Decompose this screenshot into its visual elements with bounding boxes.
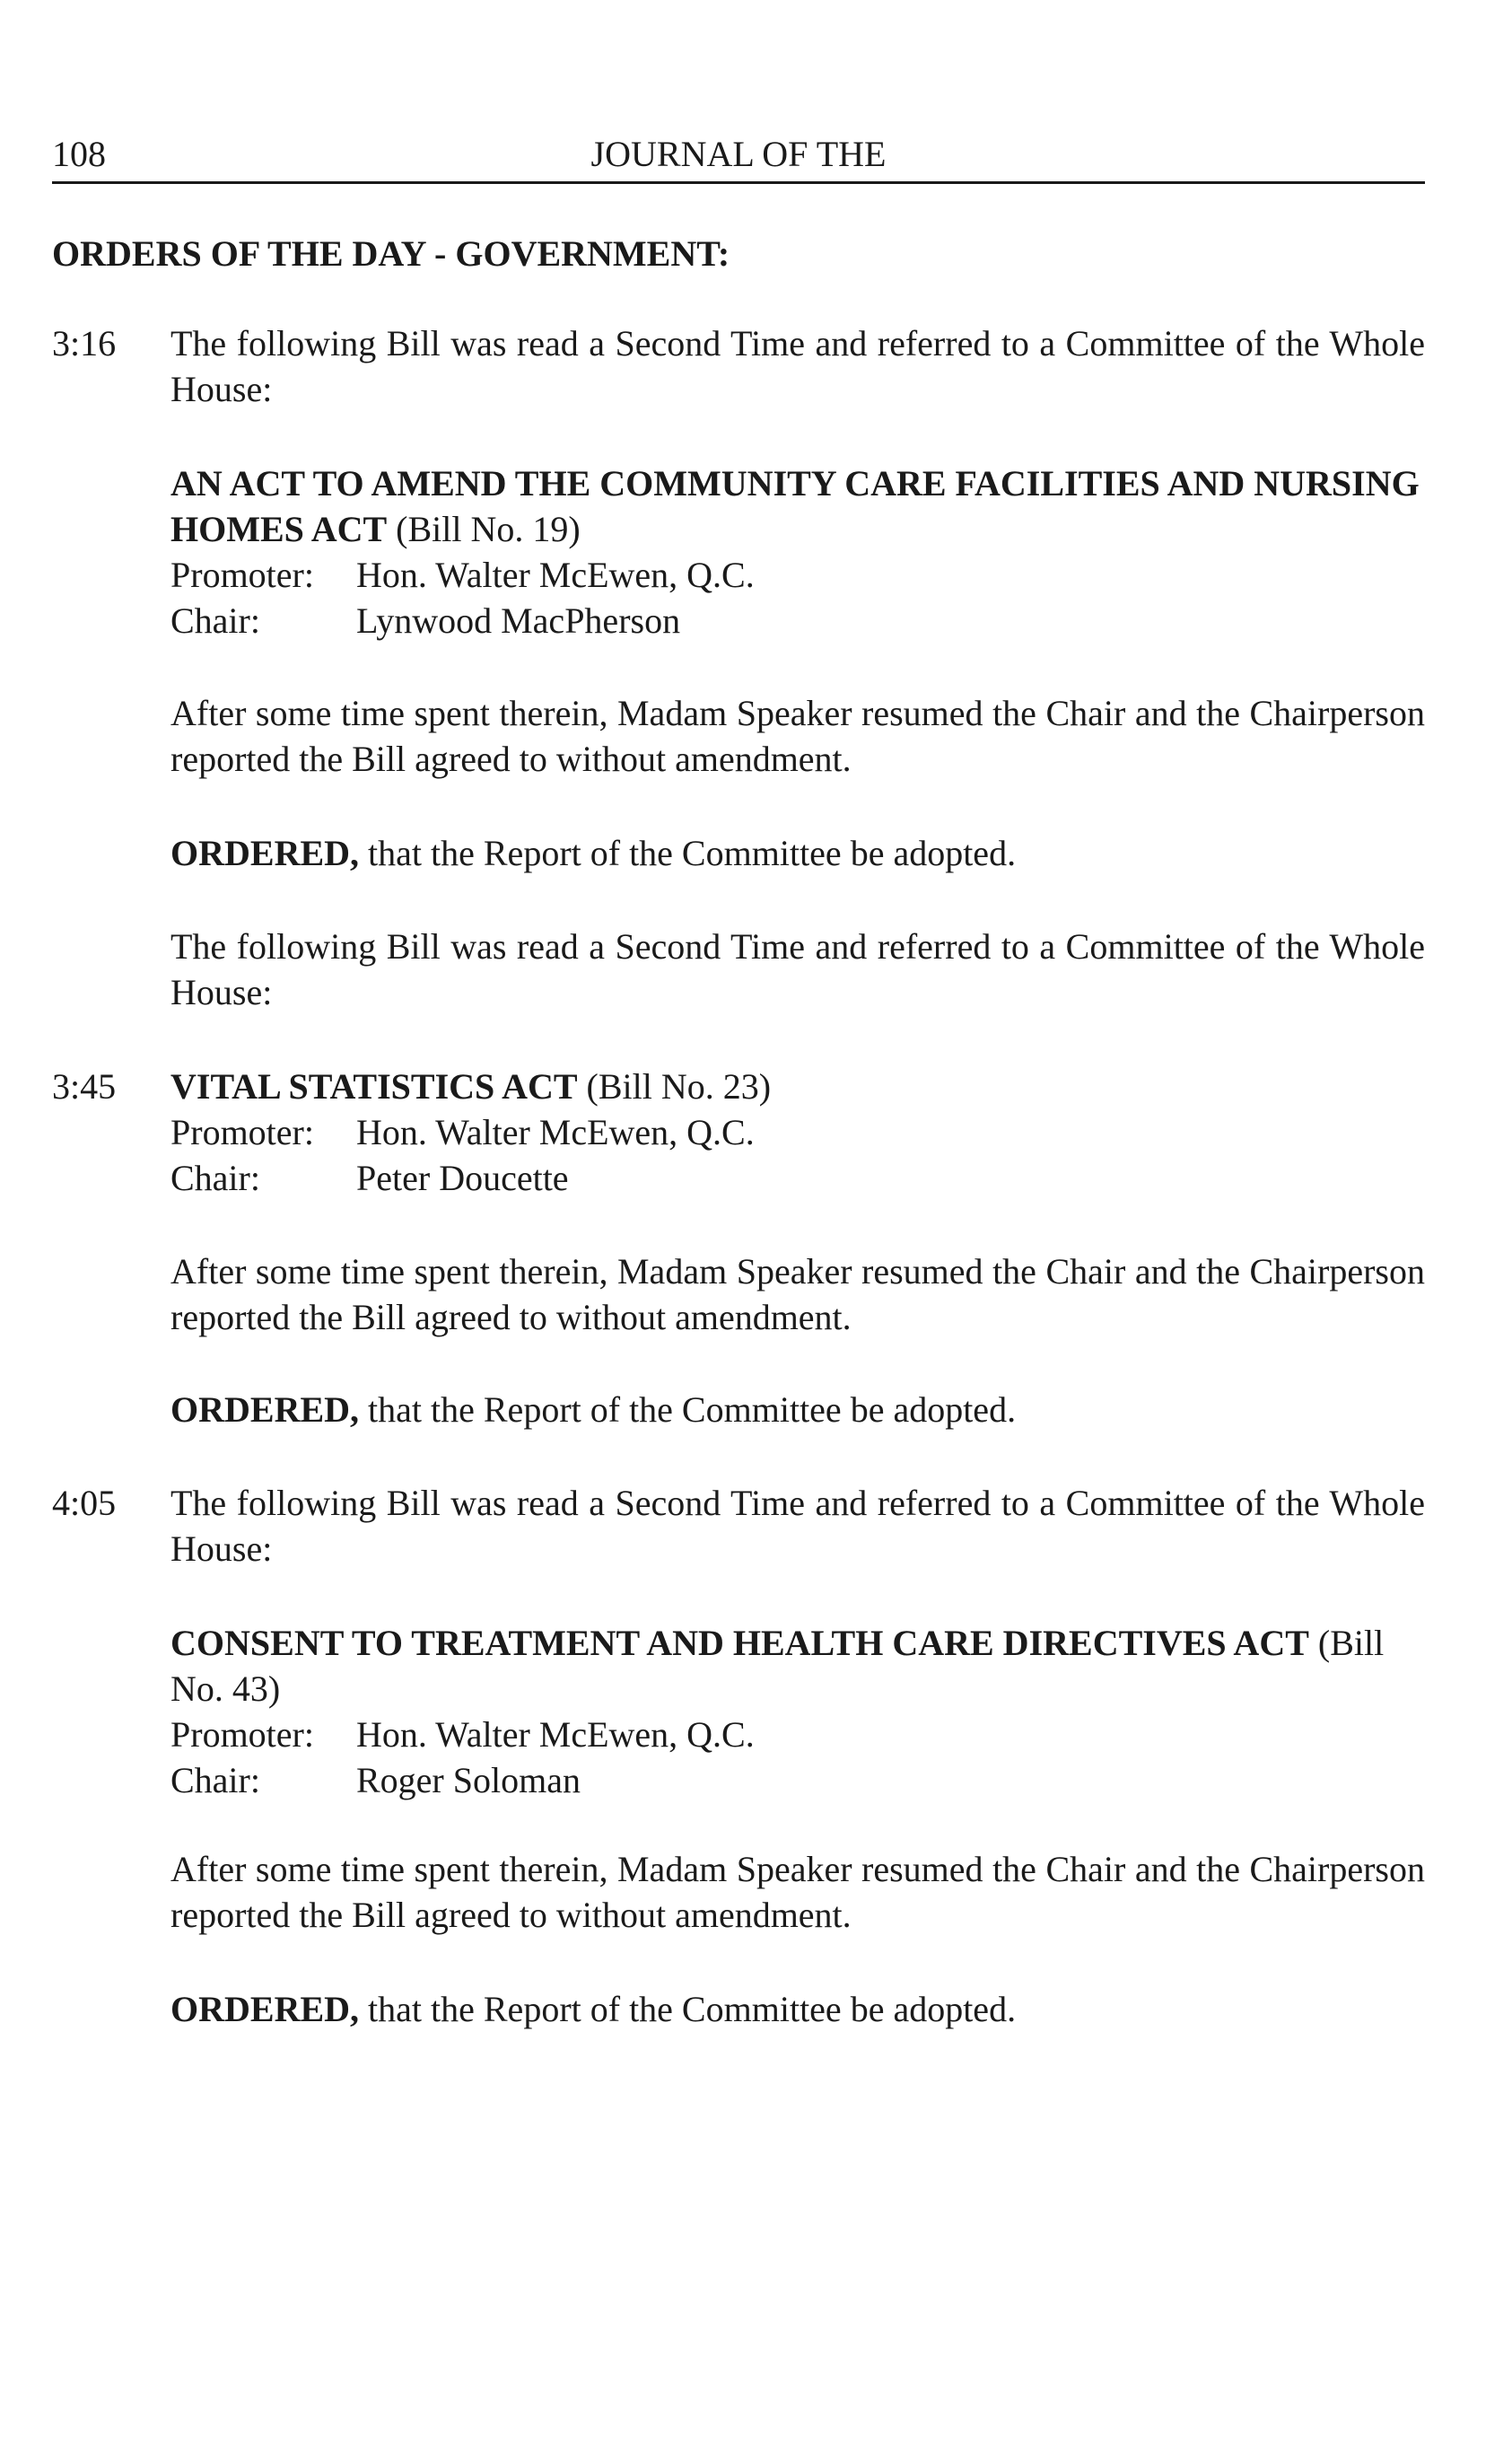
- ordered-text: that the Report of the Committee be adopted.: [368, 833, 1017, 873]
- ordered-paragraph: [170, 830, 1425, 876]
- section-title: ORDERS OF THE DAY - GOVERNMENT:: [52, 233, 730, 274]
- promoter-name: Hon. Walter McEwen, Q.C.: [356, 1714, 755, 1755]
- bill-block: [170, 460, 1425, 644]
- bill-block: [170, 1064, 1425, 1201]
- chair-label: Chair:: [170, 600, 260, 641]
- ordered-text: that the Report of the Committee be adopted.: [368, 1389, 1017, 1430]
- bill-heading: [170, 1064, 1425, 1109]
- report-paragraph: After some time spent therein, Madam Speaker resumed the Chair and the Chairperson reported the Bill agreed to without amendment.: [170, 1849, 1425, 1935]
- entry-time: 3:45: [52, 1066, 117, 1107]
- ordered-keyword: ORDERED,: [170, 833, 360, 873]
- bill-number: (Bill No. 19): [396, 509, 581, 549]
- chair-name: Lynwood MacPherson: [356, 600, 681, 641]
- chair-label: Chair:: [170, 1760, 260, 1800]
- chair-row: [170, 1757, 1425, 1803]
- bill-heading: [170, 460, 1425, 552]
- entry-time: 3:16: [52, 323, 117, 363]
- entry-time: 4:05: [52, 1483, 117, 1523]
- promoter-row: [170, 1712, 1425, 1757]
- ordered-keyword: ORDERED,: [170, 1989, 360, 2029]
- promoter-label: Promoter:: [170, 555, 314, 595]
- chair-row: [170, 1155, 1425, 1201]
- bill-title: VITAL STATISTICS ACT: [170, 1066, 578, 1107]
- chair-name: Peter Doucette: [356, 1158, 569, 1198]
- promoter-name: Hon. Walter McEwen, Q.C.: [356, 555, 755, 595]
- entry-intro: The following Bill was read a Second Time and referred to a Committee of the Whole House:: [170, 926, 1425, 1012]
- report-paragraph: After some time spent therein, Madam Speaker resumed the Chair and the Chairperson reported the Bill agreed to without amendment.: [170, 693, 1425, 779]
- bill-heading: [170, 1620, 1425, 1712]
- bill-number: (Bill No. 43): [170, 1623, 1385, 1709]
- promoter-row: [170, 552, 1425, 598]
- report-paragraph: After some time spent therein, Madam Speaker resumed the Chair and the Chairperson reported the Bill agreed to without amendment.: [170, 1251, 1425, 1337]
- chair-name: Roger Soloman: [356, 1760, 581, 1800]
- entry-intro: The following Bill was read a Second Time and referred to a Committee of the Whole House:: [170, 323, 1425, 409]
- chair-label: Chair:: [170, 1158, 260, 1198]
- bill-title: AN ACT TO AMEND THE COMMUNITY CARE FACILITIES AND NURSING HOMES ACT: [170, 463, 1420, 549]
- ordered-paragraph: [170, 1387, 1425, 1432]
- ordered-paragraph: [170, 1986, 1425, 2032]
- promoter-row: [170, 1109, 1425, 1155]
- promoter-name: Hon. Walter McEwen, Q.C.: [356, 1112, 755, 1152]
- promoter-label: Promoter:: [170, 1714, 314, 1755]
- entry-intro: The following Bill was read a Second Time and referred to a Committee of the Whole House:: [170, 1483, 1425, 1569]
- bill-number: (Bill No. 23): [586, 1066, 772, 1107]
- chair-row: [170, 598, 1425, 644]
- ordered-keyword: ORDERED,: [170, 1389, 360, 1430]
- page-header: [52, 131, 1425, 184]
- ordered-text: that the Report of the Committee be adopted.: [368, 1989, 1017, 2029]
- page-number: 108: [52, 134, 106, 174]
- promoter-label: Promoter:: [170, 1112, 314, 1152]
- bill-block: [170, 1620, 1425, 1803]
- bill-title: CONSENT TO TREATMENT AND HEALTH CARE DIRECTIVES ACT: [170, 1623, 1309, 1663]
- running-head: JOURNAL OF THE: [590, 134, 887, 174]
